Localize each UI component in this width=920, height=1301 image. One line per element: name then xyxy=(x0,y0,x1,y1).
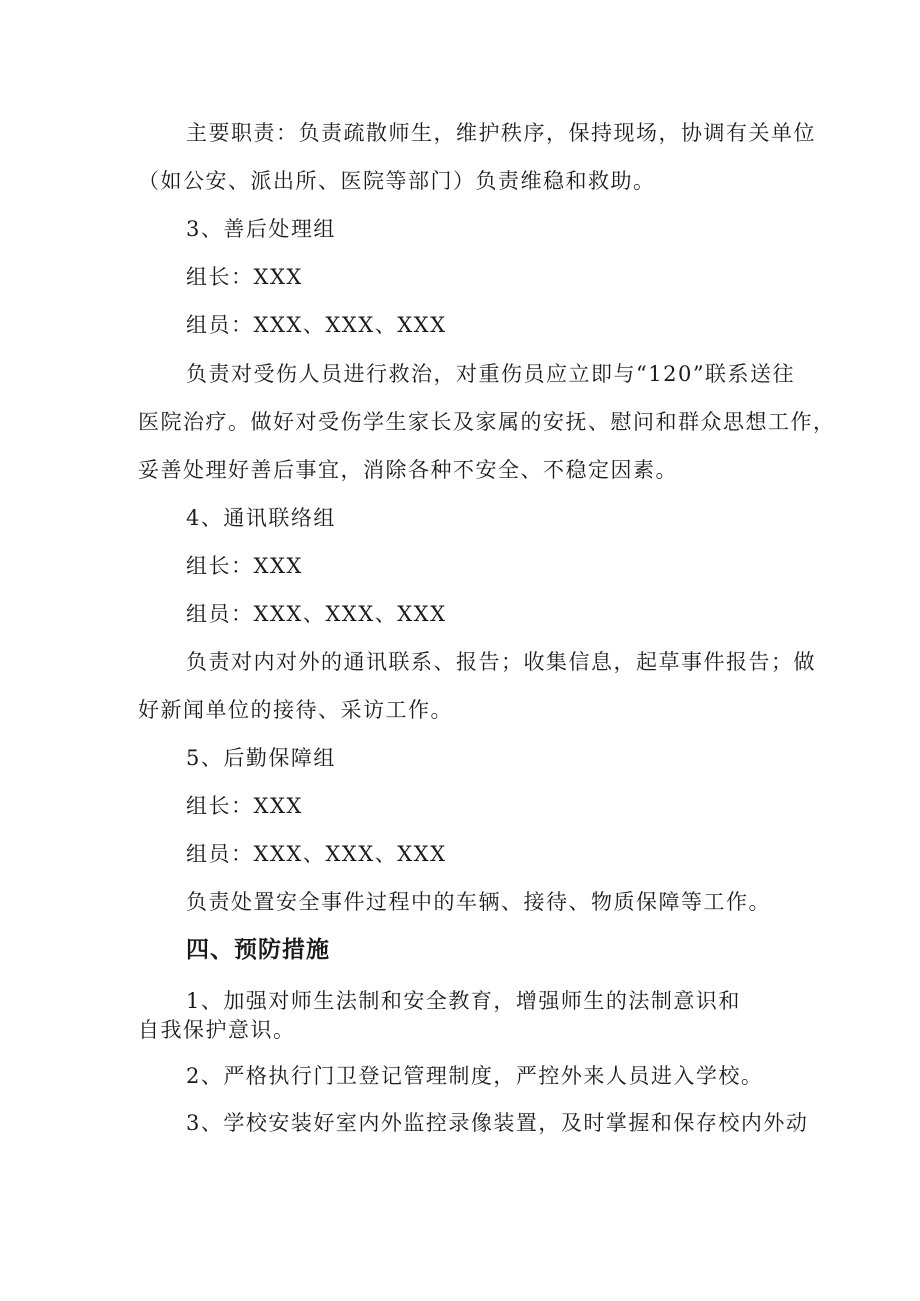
prevention-item-3-line-1: 3、学校安装好室内外监控录像装置，及时掌握和保存校内外动 xyxy=(186,1111,809,1135)
group4-desc-line-2: 好新闻单位的接待、采访工作。 xyxy=(138,698,453,722)
group4-members: 组员：XXX、XXX、XXX xyxy=(186,602,447,626)
group3-title: 3、善后处理组 xyxy=(186,217,336,241)
group4-title: 4、通讯联络组 xyxy=(186,506,336,530)
group5-leader: 组长：XXX xyxy=(186,794,303,818)
prevention-item-1-line-1: 1、加强对师生法制和安全教育，增强师生的法制意识和 xyxy=(186,989,741,1013)
group3-desc-line-1: 负责对受伤人员进行救治，对重伤员应立即与“120”联系送往 xyxy=(186,362,796,386)
duty-text-line-1: 主要职责：负责疏散师生，维护秩序，保持现场，协调有关单位 xyxy=(186,121,816,145)
group3-leader: 组长：XXX xyxy=(186,265,303,289)
group4-desc-line-1: 负责对内对外的通讯联系、报告；收集信息，起草事件报告；做 xyxy=(186,650,816,674)
duty-text-line-2: （如公安、派出所、医院等部门）负责维稳和救助。 xyxy=(138,169,656,193)
group5-members: 组员：XXX、XXX、XXX xyxy=(186,842,447,866)
group5-title: 5、后勤保障组 xyxy=(186,746,336,770)
section-heading-prevention: 四、预防措施 xyxy=(186,937,330,963)
group3-members: 组员：XXX、XXX、XXX xyxy=(186,313,447,337)
group3-desc-line-2: 医院治疗。做好对受伤学生家长及家属的安抚、慰问和群众思想工作， xyxy=(138,410,836,434)
group5-desc: 负责处置安全事件过程中的车辆、接待、物质保障等工作。 xyxy=(186,890,771,914)
group4-leader: 组长：XXX xyxy=(186,554,303,578)
prevention-item-1-line-2: 自我保护意识。 xyxy=(138,1018,296,1042)
group3-desc-line-3: 妥善处理好善后事宜，消除各种不安全、不稳定因素。 xyxy=(138,458,678,482)
prevention-item-2: 2、严格执行门卫登记管理制度，严控外来人员进入学校。 xyxy=(186,1064,764,1088)
